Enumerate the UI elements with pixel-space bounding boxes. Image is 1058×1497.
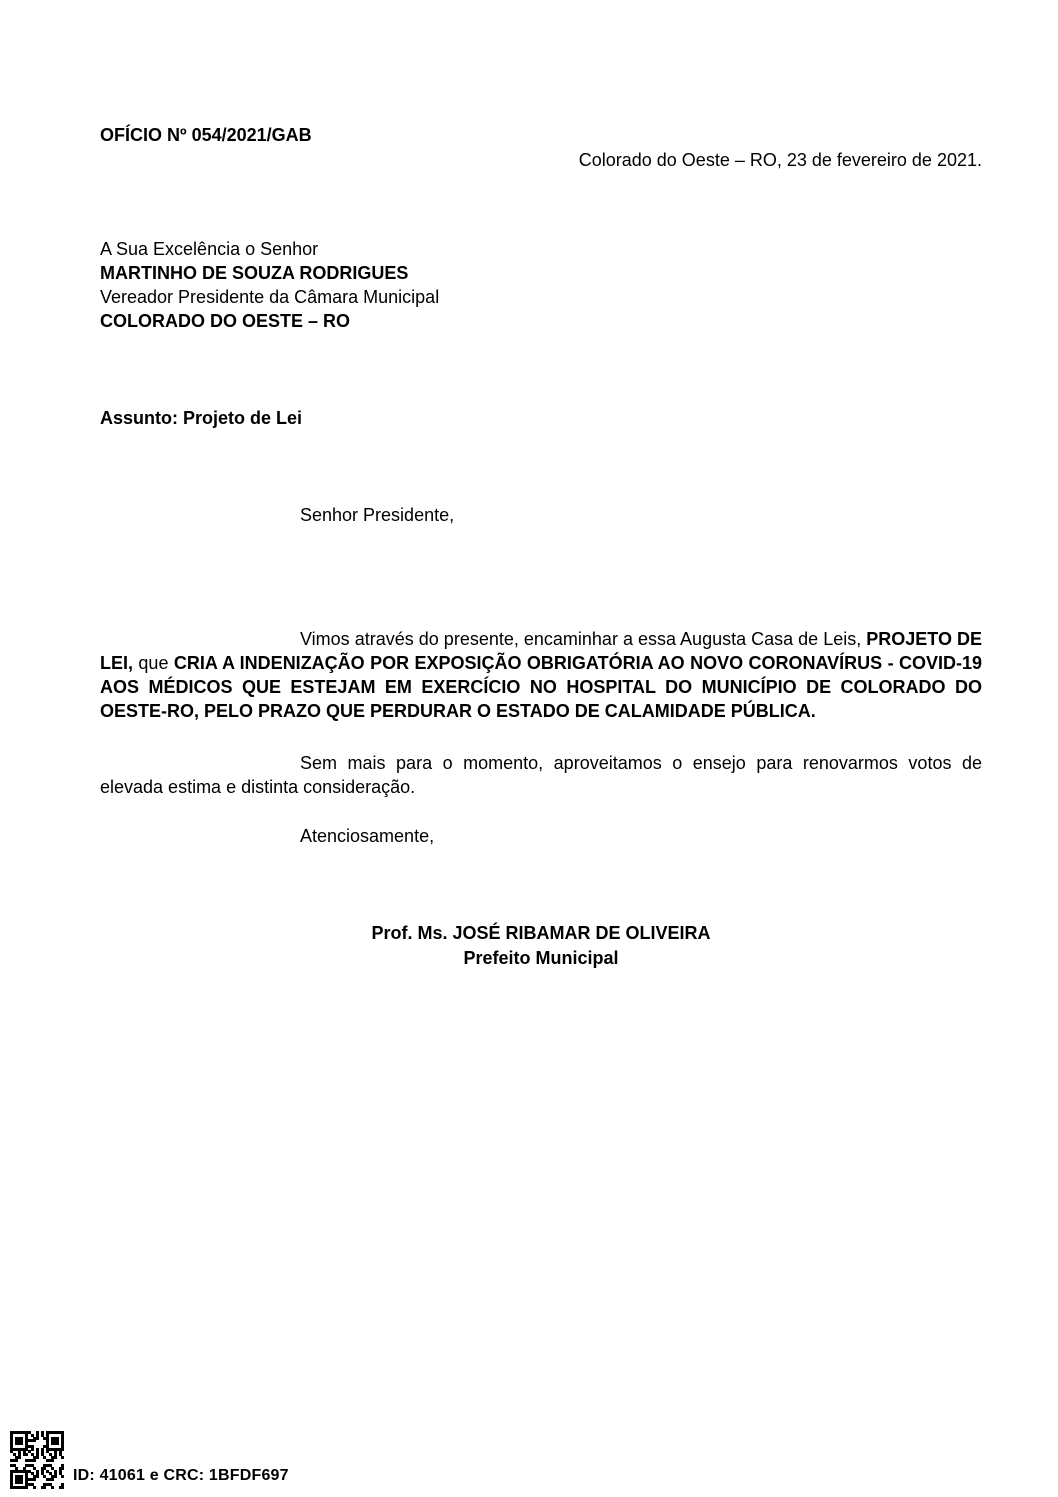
- body-paragraph-1-bill-label: PROJETO DE LEI,: [100, 629, 983, 673]
- qr-code: [10, 1431, 64, 1489]
- body-paragraph-1-connector: que: [133, 653, 174, 673]
- signatory-role: Prefeito Municipal: [463, 948, 619, 968]
- recipient-salutation: A Sua Excelência o Senhor: [100, 239, 319, 259]
- signatory-name: Prof. Ms. JOSÉ RIBAMAR DE OLIVEIRA: [371, 923, 711, 943]
- recipient-title: Vereador Presidente da Câmara Municipal: [100, 287, 440, 307]
- recipient-block: [100, 237, 982, 333]
- closing-salutation: Atenciosamente,: [300, 826, 435, 846]
- recipient-city: COLORADO DO OESTE – RO: [100, 311, 351, 331]
- body-paragraph-1: [100, 627, 982, 723]
- recipient-name: MARTINHO DE SOUZA RODRIGUES: [100, 263, 409, 283]
- date-line: Colorado do Oeste – RO, 23 de fevereiro de 2021.: [578, 150, 982, 170]
- body-paragraph-2: Sem mais para o momento, aproveitamos o ensejo para renovarmos votos de elevada estima e distinta consideração.: [100, 753, 982, 797]
- subject-line: Assunto: Projeto de Lei: [100, 408, 303, 428]
- document-reference: OFÍCIO Nº 054/2021/GAB: [100, 125, 312, 145]
- signature-block: [100, 921, 982, 971]
- body-paragraph-1-bill-description: CRIA A INDENIZAÇÃO POR EXPOSIÇÃO OBRIGATÓRIA AO NOVO CORONAVÍRUS - COVID-19 AOS MÉDICOS QUE ESTEJAM EM EXERCÍCIO NO HOSPITAL DO MUNICÍPIO DE COLORADO DO OESTE-RO, PELO PRAZO QUE PERDURAR O ESTADO DE CALAMIDADE PÚBLICA.: [100, 653, 982, 721]
- document-id-line: ID: 41061 e CRC: 1BFDF697: [73, 1467, 289, 1484]
- greeting: Senhor Presidente,: [300, 505, 455, 525]
- body-paragraph-1-intro: Vimos através do presente, encaminhar a essa Augusta Casa de Leis,: [300, 629, 867, 649]
